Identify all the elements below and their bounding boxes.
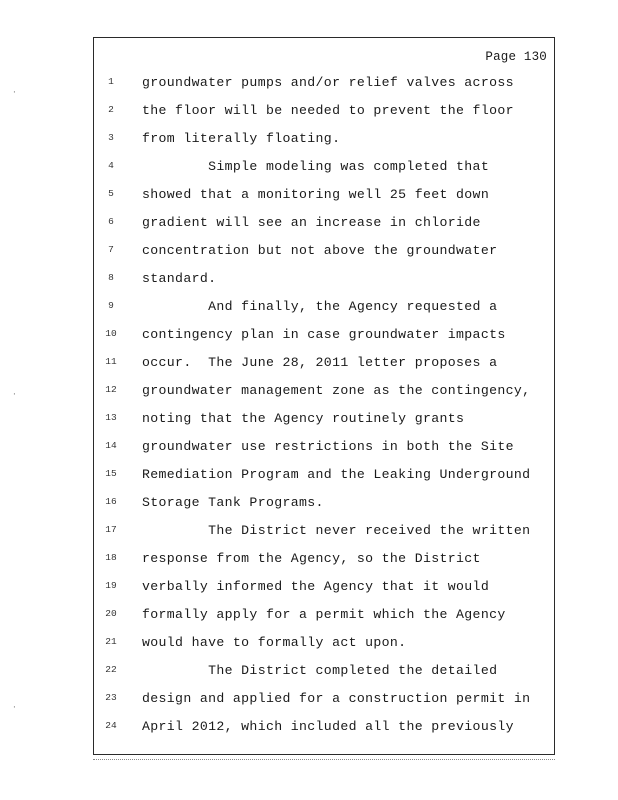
line-text: standard. (142, 271, 217, 286)
margin-mark-top: · (12, 88, 17, 97)
line-text: from literally floating. (142, 131, 341, 146)
line-text: noting that the Agency routinely grants (142, 411, 465, 426)
line-text: concentration but not above the groundwater (142, 243, 498, 258)
page-number: Page 130 (485, 50, 547, 64)
transcript-line (0, 605, 618, 625)
line-number: 20 (105, 608, 117, 619)
line-number: 16 (105, 496, 117, 507)
line-text: The District completed the detailed (142, 663, 498, 678)
line-text: Storage Tank Programs. (142, 495, 324, 510)
transcript-line (0, 73, 618, 93)
line-number: 21 (105, 636, 117, 647)
line-text: Remediation Program and the Leaking Underground (142, 467, 531, 482)
line-number: 5 (108, 188, 114, 199)
transcript-line (0, 269, 618, 289)
line-text: gradient will see an increase in chloride (142, 215, 481, 230)
line-number: 10 (105, 328, 117, 339)
line-number: 4 (108, 160, 114, 171)
transcript-line (0, 353, 618, 373)
transcript-line (0, 465, 618, 485)
line-text: Simple modeling was completed that (142, 159, 490, 174)
line-text: The District never received the written (142, 523, 531, 538)
line-text: formally apply for a permit which the Agency (142, 607, 506, 622)
transcript-line (0, 101, 618, 121)
line-number: 17 (105, 524, 117, 535)
transcript-line (0, 297, 618, 317)
footer-rule (93, 759, 555, 760)
transcript-line (0, 661, 618, 681)
line-text: response from the Agency, so the District (142, 551, 481, 566)
line-number: 22 (105, 664, 117, 675)
transcript-line (0, 689, 618, 709)
transcript-line (0, 521, 618, 541)
transcript-line (0, 493, 618, 513)
transcript-line (0, 549, 618, 569)
line-number: 1 (108, 76, 114, 87)
line-text: the floor will be needed to prevent the floor (142, 103, 514, 118)
line-number: 12 (105, 384, 117, 395)
line-text: groundwater management zone as the contingency, (142, 383, 531, 398)
line-number: 24 (105, 720, 117, 731)
line-number: 7 (108, 244, 114, 255)
margin-mark-bottom: · (12, 703, 17, 712)
transcript-line (0, 241, 618, 261)
line-number: 2 (108, 104, 114, 115)
transcript-line (0, 325, 618, 345)
line-text: And finally, the Agency requested a (142, 299, 498, 314)
line-text: design and applied for a construction permit in (142, 691, 531, 706)
line-text: would have to formally act upon. (142, 635, 407, 650)
line-number: 14 (105, 440, 117, 451)
margin-mark-middle: · (12, 390, 17, 399)
transcript-line (0, 213, 618, 233)
transcript-line (0, 381, 618, 401)
line-number: 19 (105, 580, 117, 591)
transcript-line (0, 717, 618, 737)
transcript-line (0, 577, 618, 597)
line-number: 23 (105, 692, 117, 703)
line-text: verbally informed the Agency that it would (142, 579, 490, 594)
transcript-line (0, 157, 618, 177)
line-number: 18 (105, 552, 117, 563)
transcript-line (0, 437, 618, 457)
line-text: groundwater use restrictions in both the Site (142, 439, 514, 454)
line-text: occur. The June 28, 2011 letter proposes a (142, 355, 498, 370)
line-number: 13 (105, 412, 117, 423)
transcript-line (0, 633, 618, 653)
transcript-line (0, 129, 618, 149)
line-text: showed that a monitoring well 25 feet down (142, 187, 490, 202)
line-number: 15 (105, 468, 117, 479)
line-number: 9 (108, 300, 114, 311)
line-number: 11 (105, 356, 117, 367)
line-number: 8 (108, 272, 114, 283)
line-text: groundwater pumps and/or relief valves across (142, 75, 514, 90)
line-number: 3 (108, 132, 114, 143)
line-number: 6 (108, 216, 114, 227)
line-text: contingency plan in case groundwater impacts (142, 327, 506, 342)
transcript-line (0, 185, 618, 205)
line-text: April 2012, which included all the previously (142, 719, 514, 734)
transcript-line (0, 409, 618, 429)
